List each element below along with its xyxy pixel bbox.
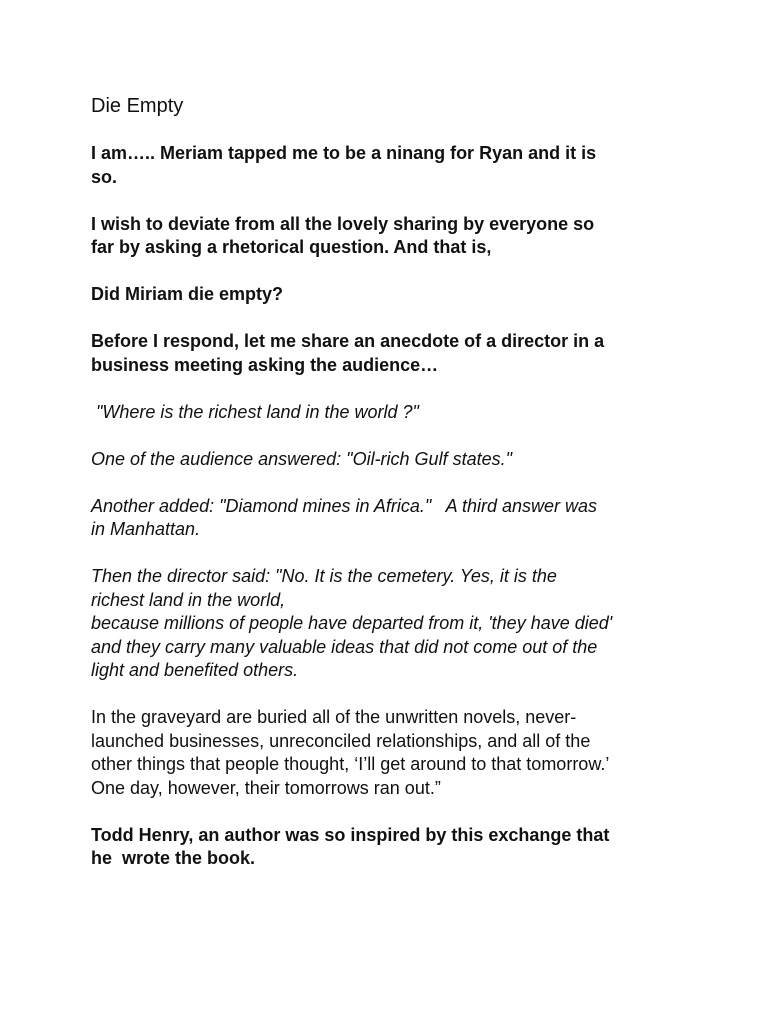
text-line: I wish to deviate from all the lovely sharing by everyone so xyxy=(91,213,595,234)
paragraph-graveyard xyxy=(91,706,691,800)
text-line: "Where is the richest land in the world ?" xyxy=(91,401,419,422)
text-line: In the graveyard are buried all of the unwritten novels, never- xyxy=(91,707,577,727)
text-line: Did Miriam die empty? xyxy=(91,284,284,304)
text-line: One of the audience answered: "Oil-rich Gulf states." xyxy=(91,448,512,469)
text-line: business meeting asking the audience… xyxy=(91,354,439,375)
paragraph-todd-henry xyxy=(91,824,691,871)
paragraph-ninang xyxy=(91,142,691,189)
text-line: in Manhattan. xyxy=(91,519,201,539)
text-line: light and benefited others. xyxy=(91,660,299,680)
text-line: Before I respond, let me share an anecdote of a director in a xyxy=(91,331,605,351)
text-line: I am….. Meriam tapped me to be a ninang for Ryan and it is xyxy=(91,143,597,163)
paragraph-diamond-mines-answer xyxy=(91,495,691,542)
text-line: One day, however, their tomorrows ran out.” xyxy=(91,777,441,798)
paragraph-gulf-states-answer xyxy=(91,448,691,472)
text-line: launched businesses, unreconciled relationships, and all of the xyxy=(91,730,591,751)
text-line: because millions of people have departed from it, 'they have died' xyxy=(91,613,613,633)
paragraph-anecdote-intro xyxy=(91,330,691,377)
text-line: far by asking a rhetorical question. And that is, xyxy=(91,237,492,257)
text-line: Todd Henry, an author was so inspired by this exchange that xyxy=(91,824,610,845)
paragraph-cemetery-answer xyxy=(91,565,691,683)
text-line: other things that people thought, ‘I’ll get around to that tomorrow.’ xyxy=(91,754,610,774)
text-line: Then the director said: "No. It is the cemetery. Yes, it is the xyxy=(91,566,557,586)
paragraph-rhetorical-question xyxy=(91,213,691,260)
text-line: so. xyxy=(91,166,118,187)
text-line: richest land in the world, xyxy=(91,589,286,610)
paragraph-did-miriam-die-empty xyxy=(91,283,691,307)
document-title: Die Empty xyxy=(91,95,184,117)
paragraph-richest-land-question xyxy=(91,401,691,425)
text-line: he wrote the book. xyxy=(91,848,256,868)
text-line: and they carry many valuable ideas that did not come out of the xyxy=(91,636,598,657)
text-line: Another added: "Diamond mines in Africa." A third answer was xyxy=(91,495,598,516)
document-page xyxy=(91,94,691,894)
